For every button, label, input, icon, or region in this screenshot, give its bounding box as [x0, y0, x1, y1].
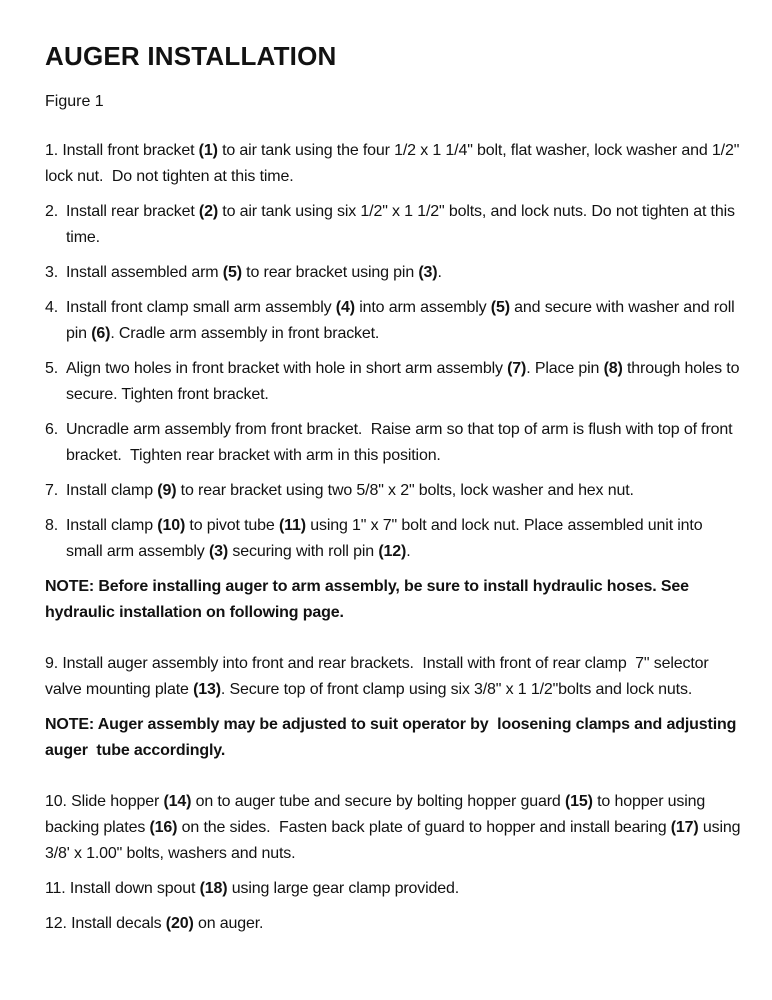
part-ref: (16): [149, 818, 178, 836]
part-ref: (17): [670, 818, 699, 836]
step-text: using 3/8' x 1.00" bolts, washers and nuts.: [45, 818, 745, 862]
step-6: [45, 417, 743, 469]
step-text: . Secure top of front clamp using six 3/8" x 1 1/2"bolts and lock nuts.: [220, 680, 693, 698]
part-ref: (7): [507, 359, 527, 377]
part-ref: (15): [564, 792, 593, 810]
step-text: Install assembled arm: [66, 263, 223, 281]
step-text: Uncradle arm assembly from front bracket. Raise arm so that top of arm is flush with top of front bracket. Tighten rear bracket with arm in this position.: [66, 420, 737, 464]
part-ref: (1): [198, 141, 218, 159]
step-text: to pivot tube: [185, 516, 279, 534]
step-text: Install front bracket: [62, 141, 199, 159]
step-number: 3.: [45, 263, 63, 281]
part-ref: (11): [278, 516, 306, 534]
step-text: on auger.: [193, 914, 264, 932]
part-ref: (3): [418, 263, 438, 281]
step-1: [45, 138, 743, 190]
step-number: 6.: [45, 420, 63, 438]
part-ref: NOTE: Auger assembly may be adjusted to suit operator by loosening clamps and adjusting auger tube accordingly.: [45, 715, 741, 759]
step-9: [45, 651, 743, 703]
part-ref: (20): [165, 914, 194, 932]
step-7: [45, 478, 743, 504]
step-text: to air tank using the four 1/2 x 1 1/4" bolt, flat washer, lock washer and 1/2" lock nut. Do not tighten at this time.: [45, 141, 744, 185]
step-number: 4.: [45, 298, 63, 316]
step-text: . Cradle arm assembly in front bracket.: [110, 324, 380, 342]
step-text: through holes to secure. Tighten front bracket.: [66, 359, 744, 403]
step-text: to rear bracket using two 5/8" x 2" bolts, lock washer and hex nut.: [176, 481, 634, 499]
step-text: .: [437, 263, 442, 281]
step-text: on to auger tube and secure by bolting hopper guard: [191, 792, 565, 810]
step-number: 1.: [45, 141, 63, 159]
part-ref: (12): [378, 542, 407, 560]
part-ref: (5): [222, 263, 242, 281]
step-number: 12.: [45, 914, 72, 932]
part-ref: (9): [157, 481, 177, 499]
step-text: .: [406, 542, 411, 560]
step-text: Install auger assembly into front and rear brackets. Install with front of rear clamp 7" selector valve mounting plate: [45, 654, 713, 698]
step-5: [45, 356, 743, 408]
part-ref: (14): [163, 792, 192, 810]
step-text: to hopper using backing plates: [45, 792, 710, 836]
instruction-list: [45, 138, 743, 937]
step-number: 8.: [45, 516, 63, 534]
step-text: using large gear clamp provided.: [227, 879, 460, 897]
step-text: into arm assembly: [354, 298, 491, 316]
step-text: and secure with washer and roll pin: [66, 298, 739, 342]
step-text: Install rear bracket: [66, 202, 199, 220]
step-text: Install clamp: [66, 516, 158, 534]
step-text: to rear bracket using pin: [241, 263, 419, 281]
step-text: Install down spout: [69, 879, 200, 897]
step-text: securing with roll pin: [228, 542, 379, 560]
part-ref: (13): [193, 680, 221, 698]
note-paragraph: [45, 712, 743, 764]
step-number: 5.: [45, 359, 63, 377]
step-text: Align two holes in front bracket with hole in short arm assembly: [66, 359, 508, 377]
step-number: 10.: [45, 792, 72, 810]
part-ref: (6): [91, 324, 111, 342]
page-title: AUGER INSTALLATION: [45, 41, 337, 71]
step-text: Install front clamp small arm assembly: [66, 298, 336, 316]
step-11: [45, 876, 743, 902]
step-3: [45, 260, 743, 286]
part-ref: (8): [603, 359, 623, 377]
part-ref: (4): [335, 298, 355, 316]
part-ref: (10): [157, 516, 186, 534]
step-text: Install decals: [71, 914, 166, 932]
step-text: using 1" x 7" bolt and lock nut. Place assembled unit into small arm assembly: [66, 516, 707, 560]
part-ref: (3): [208, 542, 229, 560]
part-ref: NOTE: Before installing auger to arm assembly, be sure to install hydraulic hoses. See hydraulic installation on following page.: [45, 577, 694, 621]
step-10: [45, 789, 743, 867]
step-12: [45, 911, 743, 937]
step-2: [45, 199, 743, 251]
part-ref: (18): [199, 879, 228, 897]
step-number: 9.: [45, 654, 63, 672]
step-number: 11.: [45, 879, 70, 897]
part-ref: (2): [198, 202, 219, 220]
step-text: on the sides. Fasten back plate of guard to hopper and install bearing: [177, 818, 671, 836]
step-8: [45, 513, 743, 565]
step-number: 7.: [45, 481, 63, 499]
step-text: to air tank using six 1/2" x 1 1/2" bolts, and lock nuts. Do not tighten at this time.: [66, 202, 740, 246]
step-4: [45, 295, 743, 347]
step-text: Install clamp: [66, 481, 158, 499]
step-text: . Place pin: [526, 359, 604, 377]
step-number: 2.: [45, 202, 63, 220]
part-ref: (5): [490, 298, 510, 316]
step-text: Slide hopper: [71, 792, 164, 810]
figure-label: Figure 1: [45, 92, 104, 110]
note-paragraph: [45, 574, 743, 626]
